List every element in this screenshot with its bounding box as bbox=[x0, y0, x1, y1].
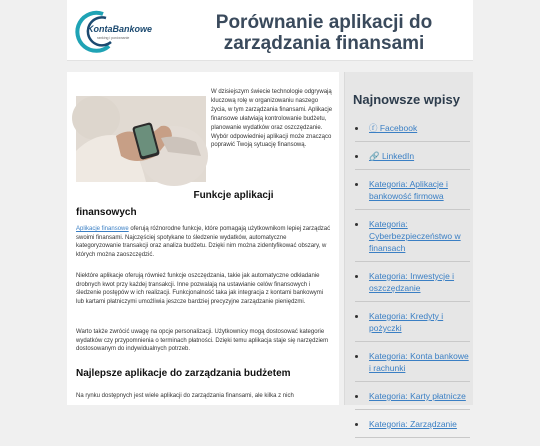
sidebar-item-category bbox=[355, 390, 470, 410]
bullet-icon bbox=[355, 395, 358, 398]
intro-text: W dzisiejszym świecie technologie odgrywają kluczową rolę w organizowaniu naszego życia, w tym zarządzania finansami. Aplikacje finansowe ułatwiają kontrolowanie budżetu, planowanie wydatków oraz oszczędzanie. Wybór odpowiedniej aplikacji może znacząco poprawić Twoją sytuację finansową. bbox=[211, 89, 333, 149]
sidebar-item-category bbox=[355, 418, 470, 438]
sidebar-item-linkedin bbox=[355, 150, 470, 170]
paragraph-4: Na rynku dostępnych jest wiele aplikacji do zarządzania finansami, ale kilka z nich bbox=[76, 393, 294, 399]
paragraph-1 bbox=[76, 225, 331, 260]
apps-link[interactable]: Aplikacje finansowe bbox=[76, 226, 129, 232]
section-heading-best-apps: Najlepsze aplikacje do zarządzania budżetem bbox=[76, 368, 291, 379]
sidebar-item-category bbox=[355, 270, 470, 302]
page-title: Porównanie aplikacji do zarządzania finansami bbox=[215, 12, 433, 54]
logo-mark bbox=[73, 8, 157, 52]
sidebar-link[interactable]: 🔗 LinkedIn bbox=[369, 151, 415, 161]
sidebar-link[interactable]: Kategoria: Aplikacje i bankowość firmowa bbox=[369, 179, 448, 201]
bullet-icon bbox=[355, 355, 358, 358]
sidebar-link[interactable]: Kategoria: Karty płatnicze bbox=[369, 391, 466, 401]
sidebar-list bbox=[355, 122, 470, 446]
section-heading-functions bbox=[76, 187, 331, 221]
paragraph-1-text: oferują różnorodne funkcje, które pomagają użytkownikom lepiej zarządzać swoimi finansami. Najczęściej spotykane to śledzenie wydatków, automatyczne kategoryzowanie transakcji oraz analiza budżetu. Dzięki nim można zidentyfikować obszary, w których można zaoszczędzić. bbox=[76, 226, 331, 259]
sidebar-link[interactable]: Kategoria: Kredyty i pożyczki bbox=[369, 311, 444, 333]
bullet-icon bbox=[355, 423, 358, 426]
sidebar-link[interactable]: Kategoria: Zarządzanie bbox=[369, 419, 457, 429]
bullet-icon bbox=[355, 183, 358, 186]
logo-brand: KontaBankowe bbox=[87, 24, 153, 34]
sidebar bbox=[344, 72, 473, 429]
paragraph-3: Warto także zwrócić uwagę na opcje personalizacji. Użytkownicy mogą dostosować kategorie wydatków czy przypomnienia o terminach płatności. Dzięki temu aplikacja staje się narzędziem dostosowanym do indywidualnych potrzeb. bbox=[76, 329, 329, 353]
heading-line-2: finansowych bbox=[76, 207, 137, 218]
sidebar-link[interactable]: Kategoria: Cyberbezpieczeństwo w finansach bbox=[369, 219, 461, 253]
bullet-icon bbox=[355, 127, 358, 130]
bullet-icon bbox=[355, 223, 358, 226]
sidebar-item-category bbox=[355, 310, 470, 342]
sidebar-link[interactable]: ⓕ Facebook bbox=[369, 123, 418, 133]
bullet-icon bbox=[355, 315, 358, 318]
sidebar-item-category bbox=[355, 218, 470, 262]
hero-image bbox=[76, 96, 206, 182]
bullet-icon bbox=[355, 275, 358, 278]
sidebar-item-category bbox=[355, 350, 470, 382]
sidebar-link[interactable]: Kategoria: Konta bankowe i rachunki bbox=[369, 351, 469, 373]
sidebar-link[interactable]: Kategoria: Inwestycje i oszczędzanie bbox=[369, 271, 455, 293]
logo-tagline: ranking i porównanie bbox=[97, 36, 130, 40]
bullet-icon bbox=[355, 155, 358, 158]
site-logo[interactable] bbox=[73, 8, 157, 52]
paragraph-2: Niektóre aplikacje oferują również funkcje oszczędzania, takie jak automatyczne odkładanie drobnych kwot przy każdej transakcji. Inne pozwalają na ustawianie celów finansowych i śledzenie postępów w ich realizacji. Funkcjonalność taka jak integracja z kontami bankowymi lub kartami płatniczymi umożliwia jeszcze bardziej precyzyjne zarządzanie pieniędzmi. bbox=[76, 273, 324, 306]
sidebar-item-facebook bbox=[355, 122, 470, 142]
site-header bbox=[67, 0, 473, 61]
sidebar-title: Najnowsze wpisy bbox=[353, 92, 460, 107]
article-content bbox=[67, 72, 339, 405]
hero-illustration bbox=[76, 96, 206, 182]
heading-line-1: Funkcje aplikacji bbox=[193, 190, 274, 201]
sidebar-item-category bbox=[355, 178, 470, 210]
